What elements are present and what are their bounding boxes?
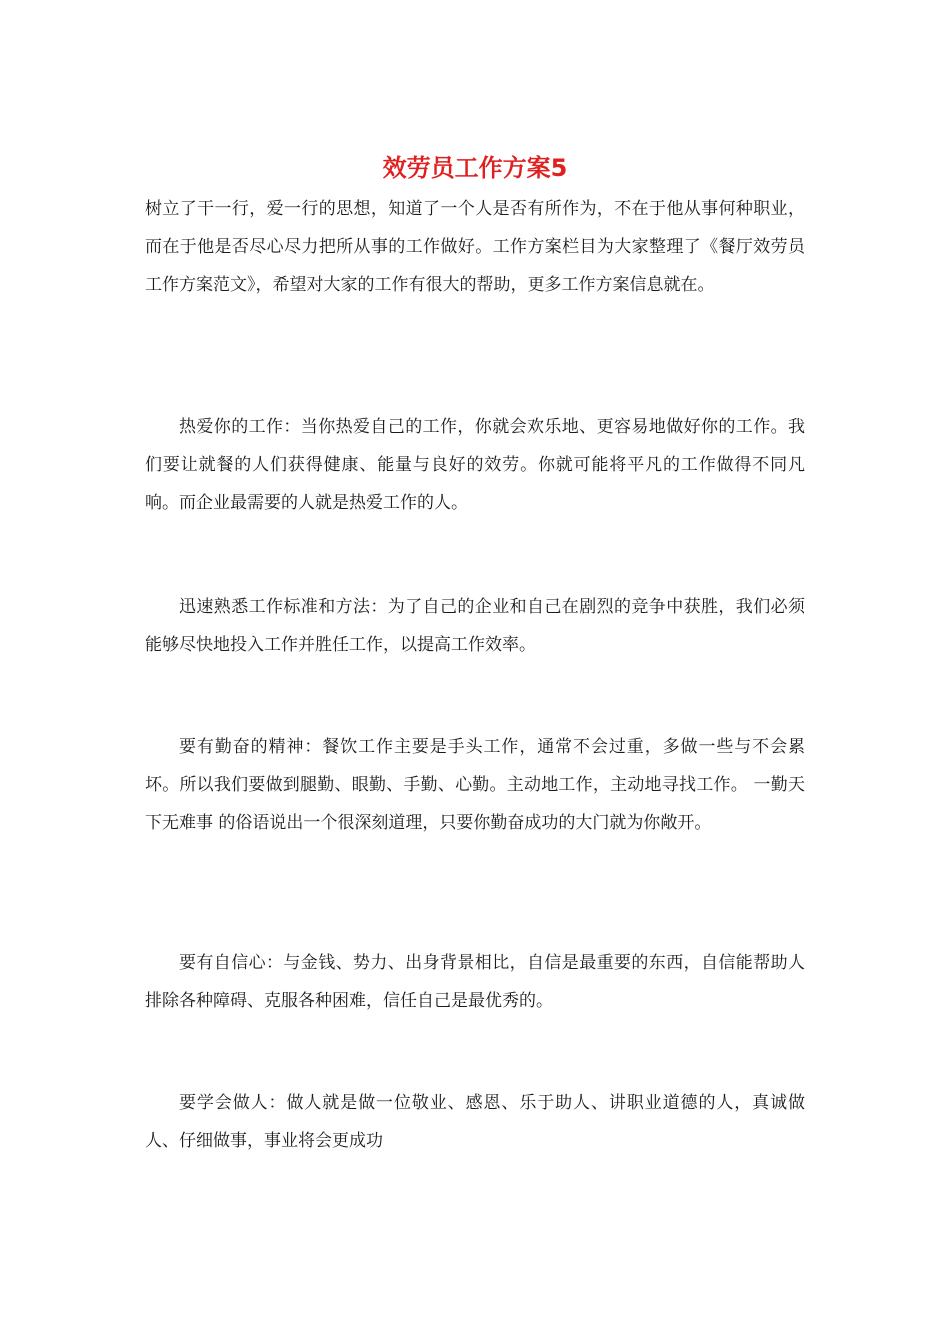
intro-paragraph: 树立了干一行，爱一行的思想，知道了一个人是否有所作为，不在于他从事何种职业，而在于他是否尽心尽力把所从事的工作做好。工作方案栏目为大家整理了《餐厅效劳员工作方案范文》，希望对大家的工作有很大的帮助，更多工作方案信息就在。 — [145, 199, 805, 295]
paragraph-confidence: 要有自信心：与金钱、势力、出身背景相比，自信是最重要的东西，自信能帮助人排除各种障碍、克服各种困难，信任自己是最优秀的。 — [145, 953, 805, 1011]
paragraph-be-a-good-person: 要学会做人：做人就是做一位敬业、感恩、乐于助人、讲职业道德的人，真诚做人、仔细做事，事业将会更成功 — [145, 1093, 805, 1151]
page-title: 效劳员工作方案5 — [382, 154, 568, 182]
paragraph-learn-standards: 迅速熟悉工作标准和方法：为了自己的企业和自己在剧烈的竞争中获胜，我们必须能够尽快地投入工作并胜任工作，以提高工作效率。 — [145, 597, 805, 655]
paragraph-diligence: 要有勤奋的精神：餐饮工作主要是手头工作，通常不会过重，多做一些与不会累坏。所以我们要做到腿勤、眼勤、手勤、心勤。主动地工作，主动地寻找工作。 一勤天下无难事 的俗语说出一个很深刻道理，只要你勤奋成功的大门就为你敞开。 — [145, 737, 805, 833]
paragraph-love-work: 热爱你的工作：当你热爱自己的工作，你就会欢乐地、更容易地做好你的工作。我们要让就餐的人们获得健康、能量与良好的效劳。你就可能将平凡的工作做得不同凡响。而企业最需要的人就是热爱工作的人。 — [145, 417, 805, 513]
